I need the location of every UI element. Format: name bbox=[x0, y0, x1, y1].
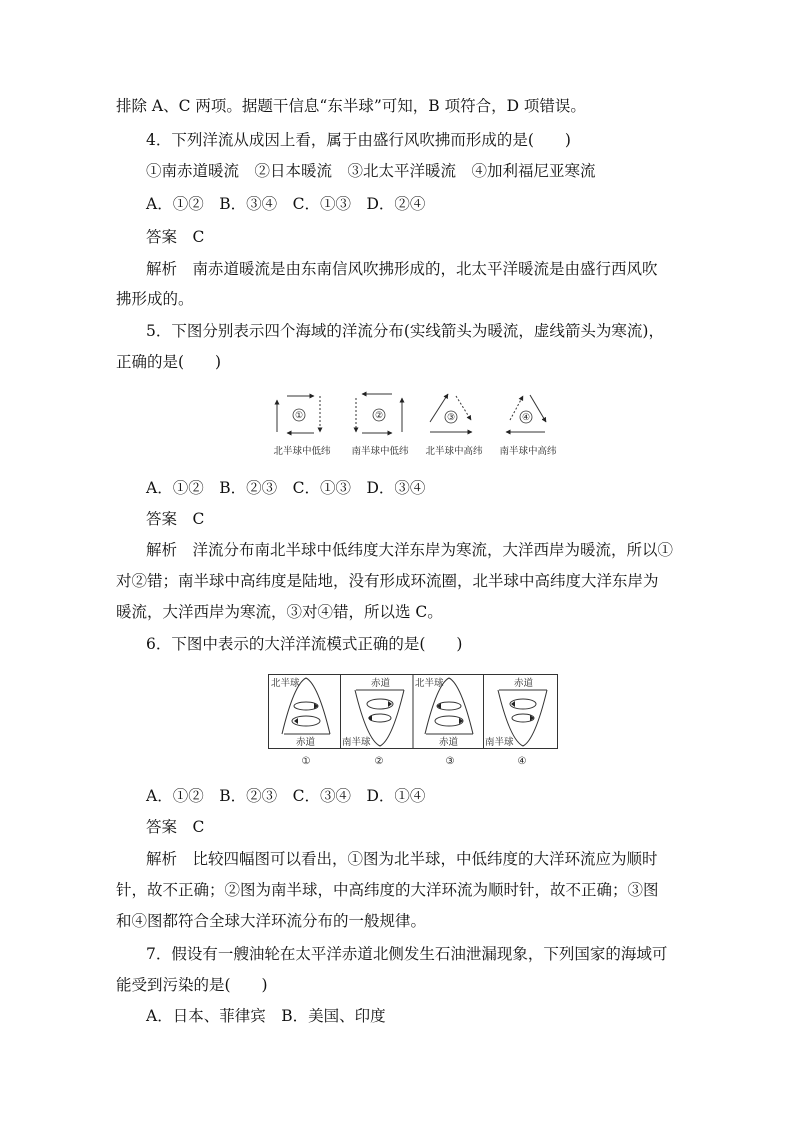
figure-6-number-2: ② bbox=[374, 756, 384, 767]
question-4-answer: 答案 C bbox=[146, 228, 205, 246]
question-6-explanation-cont2: 和④图都符合全球大洋环流分布的一般规律。 bbox=[116, 912, 427, 930]
figure-6-number-1: ① bbox=[301, 756, 311, 767]
figure-5-number-2: ② bbox=[374, 411, 384, 421]
question-4-options: A．①② B．③④ C．①③ D．②④ bbox=[146, 195, 426, 213]
figure-5-number-3: ③ bbox=[446, 413, 456, 423]
figure-ocean-currents-q5 bbox=[262, 386, 562, 461]
figure-ocean-gyres-q6 bbox=[268, 674, 560, 772]
question-4: 4．下列洋流从成因上看，属于由盛行风吹拂而形成的是( ) bbox=[146, 131, 571, 149]
figure-6-label-equator-1: 赤道 bbox=[296, 737, 316, 748]
question-6-explanation: 解析 比较四幅图可以看出，①图为北半球，中低纬度的大洋环流应为顺时 bbox=[146, 850, 658, 868]
figure-5-caption-4: 南半球中高纬 bbox=[499, 446, 557, 457]
text-line: 排除 A、C 两项。据题干信息“东半球”可知，B 项符合，D 项错误。 bbox=[116, 97, 586, 115]
figure-6-label-equator-4: 赤道 bbox=[514, 678, 534, 689]
figure-5-caption-1: 北半球中低纬 bbox=[273, 446, 331, 457]
figure-5-caption-2: 南半球中低纬 bbox=[351, 446, 409, 457]
figure-6-label-south-4: 南半球 bbox=[485, 737, 514, 748]
question-7-cont: 能受到污染的是( ) bbox=[116, 976, 268, 994]
question-6-answer: 答案 C bbox=[146, 818, 205, 836]
figure-5-number-1: ① bbox=[294, 411, 304, 421]
question-5-cont: 正确的是( ) bbox=[116, 353, 222, 371]
figure-6-number-3: ③ bbox=[445, 756, 455, 767]
question-5-answer: 答案 C bbox=[146, 510, 205, 528]
figure-5-caption-3: 北半球中高纬 bbox=[425, 446, 483, 457]
question-5-explanation-cont2: 暖流，大洋西岸为寒流，③对④错，所以选 C。 bbox=[116, 603, 443, 621]
question-6: 6．下图中表示的大洋洋流模式正确的是( ) bbox=[146, 635, 463, 653]
question-4-explanation-cont: 拂形成的。 bbox=[116, 290, 194, 308]
question-5-options: A．①② B．②③ C．①③ D．③④ bbox=[146, 479, 426, 497]
question-4-explanation: 解析 南赤道暖流是由东南信风吹拂形成的，北太平洋暖流是由盛行西风吹 bbox=[146, 260, 658, 278]
question-5: 5．下图分别表示四个海域的洋流分布(实线箭头为暖流，虚线箭头为寒流)， bbox=[146, 322, 664, 340]
question-4-items: ①南赤道暖流 ②日本暖流 ③北太平洋暖流 ④加利福尼亚寒流 bbox=[146, 162, 596, 180]
figure-6-label-equator-2: 赤道 bbox=[371, 678, 391, 689]
question-7-options: A．日本、菲律宾 B．美国、印度 bbox=[146, 1007, 386, 1025]
question-7: 7．假设有一艘油轮在太平洋赤道北侧发生石油泄漏现象，下列国家的海域可 bbox=[146, 945, 668, 963]
question-5-explanation-cont: 对②错；南半球中高纬度是陆地，没有形成环流圈，北半球中高纬度大洋东岸为 bbox=[116, 572, 659, 590]
question-6-options: A．①② B．②③ C．③④ D．①④ bbox=[146, 787, 426, 805]
figure-6-number-4: ④ bbox=[517, 756, 527, 767]
figure-6-label-equator-3: 赤道 bbox=[439, 737, 459, 748]
question-6-explanation-cont: 针，故不正确；②图为南半球，中高纬度的大洋环流为顺时针，故不正确；③图 bbox=[116, 881, 659, 899]
question-5-explanation: 解析 洋流分布南北半球中低纬度大洋东岸为寒流，大洋西岸为暖流，所以① bbox=[146, 541, 674, 559]
figure-5-number-4: ④ bbox=[521, 413, 531, 423]
figure-6-label-north-3: 北半球 bbox=[415, 678, 444, 689]
figure-6-label-north-1: 北半球 bbox=[271, 678, 300, 689]
figure-6-label-south-2: 南半球 bbox=[342, 737, 371, 748]
